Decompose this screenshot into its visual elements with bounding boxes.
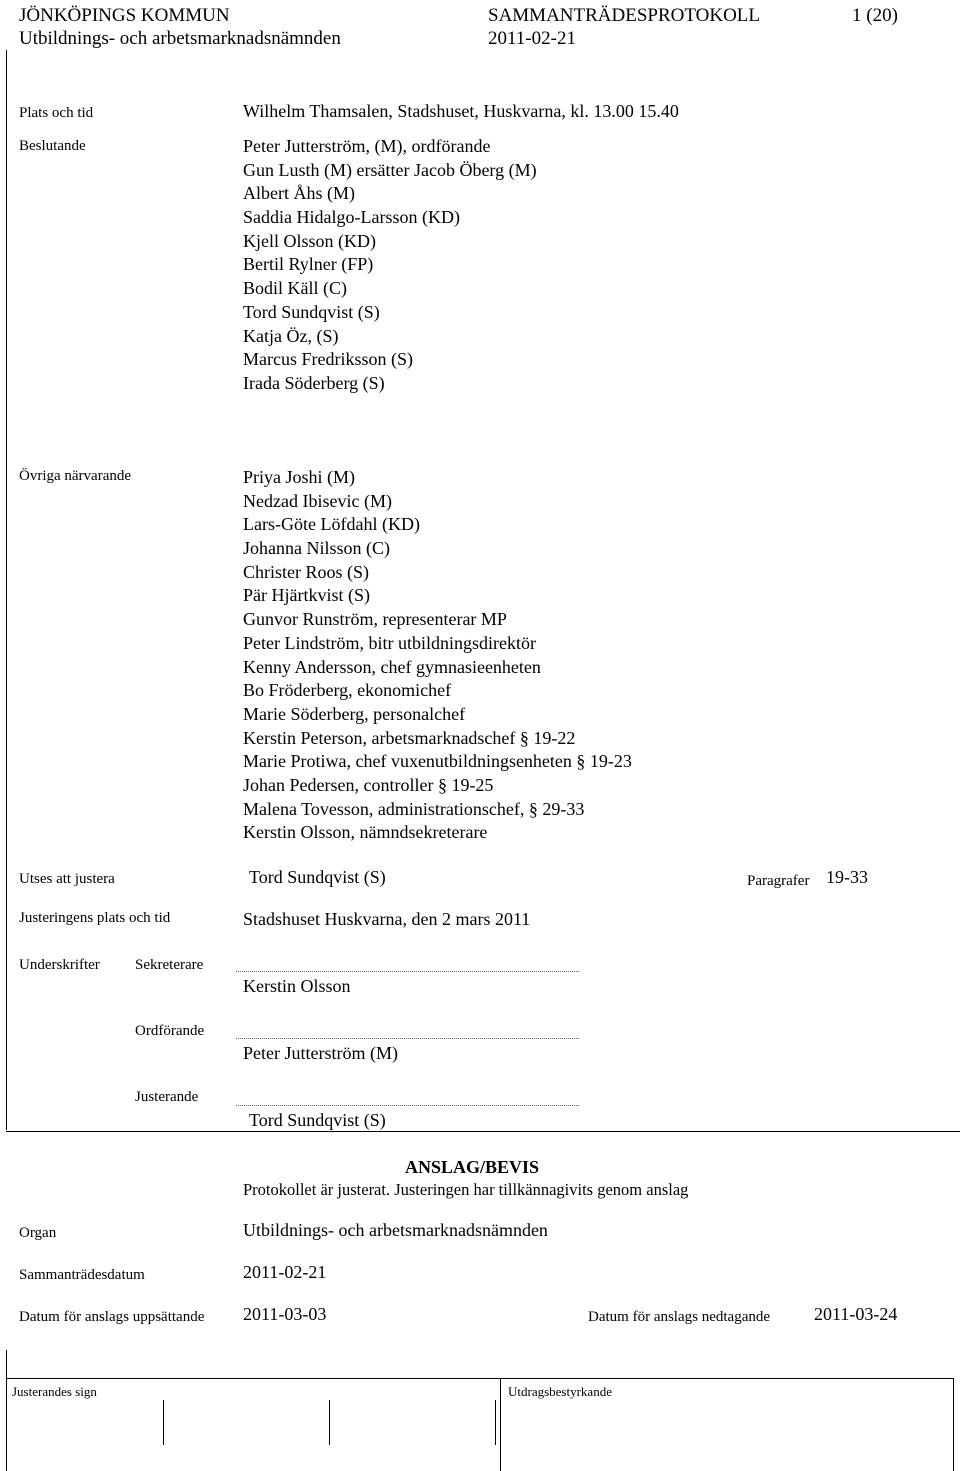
adjust-place-label: Justeringens plats och tid — [19, 910, 171, 926]
sign-box-line-3 — [495, 1400, 496, 1445]
list-item: Gunvor Runström, representerar MP — [243, 609, 507, 630]
footer-center-line — [500, 1378, 501, 1471]
footer-right-line — [953, 1378, 954, 1471]
list-item: Kjell Olsson (KD) — [243, 230, 376, 251]
list-item: Marie Protiwa, chef vuxenutbildningsenheten § 19-23 — [243, 751, 632, 772]
secretary-label: Sekreterare — [135, 957, 204, 973]
list-item: Saddia Hidalgo-Larsson (KD) — [243, 207, 460, 228]
footer-top-line — [6, 1378, 954, 1379]
list-item: Katja Öz, (S) — [243, 325, 339, 346]
deciding-label: Beslutande — [19, 138, 86, 154]
place-label: Plats och tid — [19, 105, 94, 121]
list-item: Bertil Rylner (FP) — [243, 254, 374, 275]
chair-signature-line — [236, 1038, 579, 1039]
list-item: Gun Lusth (M) ersätter Jacob Öberg (M) — [243, 159, 537, 180]
others-members-list — [243, 466, 632, 845]
list-item: Christer Roos (S) — [243, 561, 369, 582]
adjust-label: Utses att justera — [19, 871, 115, 887]
notice-text: Protokollet är justerat. Justeringen har tillkännagivits genom anslag — [243, 1180, 689, 1199]
paragraphs-value: 19-33 — [826, 867, 868, 887]
adjuster-label: Justerande — [135, 1089, 199, 1105]
list-item: Kerstin Peterson, arbetsmarknadschef § 19-22 — [243, 727, 576, 748]
list-item: Nedzad Ibisevic (M) — [243, 490, 392, 511]
sign-box-line-2 — [329, 1400, 330, 1445]
list-item: Pär Hjärtkvist (S) — [243, 585, 370, 606]
list-item: Lars-Göte Löfdahl (KD) — [243, 514, 420, 535]
removed-date-value: 2011-03-24 — [814, 1304, 898, 1324]
document-type: SAMMANTRÄDESPROTOKOLL — [488, 5, 761, 26]
secretary-name: Kerstin Olsson — [243, 976, 351, 996]
list-item: Tord Sundqvist (S) — [243, 301, 380, 322]
page-number: 1 (20) — [852, 5, 898, 26]
notice-title: ANSLAG/BEVIS — [405, 1157, 540, 1177]
adjust-place-value: Stadshuset Huskvarna, den 2 mars 2011 — [243, 909, 531, 929]
chair-label: Ordförande — [135, 1023, 205, 1039]
meeting-date: 2011-02-21 — [488, 28, 576, 49]
secretary-signature-line — [236, 971, 579, 972]
organ-label: Organ — [19, 1225, 57, 1241]
meeting-date-value: 2011-02-21 — [243, 1262, 327, 1282]
signatures-label: Underskrifter — [19, 957, 100, 973]
list-item: Kenny Andersson, chef gymnasieenheten — [243, 656, 541, 677]
certification-label: Utdragsbestyrkande — [508, 1384, 612, 1399]
removed-date-label: Datum för anslags nedtagande — [588, 1309, 771, 1325]
list-item: Johanna Nilsson (C) — [243, 538, 390, 559]
list-item: Marcus Fredriksson (S) — [243, 349, 413, 370]
left-border — [6, 50, 7, 1130]
organ-value: Utbildnings- och arbetsmarknadsnämnden — [243, 1220, 548, 1240]
chair-name: Peter Jutterström (M) — [243, 1043, 398, 1063]
list-item: Bo Fröderberg, ekonomichef — [243, 680, 452, 701]
posted-date-value: 2011-03-03 — [243, 1304, 327, 1324]
municipality-name: JÖNKÖPINGS KOMMUN — [19, 5, 230, 26]
list-item: Malena Tovesson, administrationschef, § 29-33 — [243, 798, 585, 819]
sign-box-line-1 — [163, 1400, 164, 1445]
posted-date-label: Datum för anslags uppsättande — [19, 1309, 205, 1325]
adjuster-signature-line — [236, 1105, 579, 1106]
list-item: Albert Åhs (M) — [243, 183, 355, 204]
list-item: Peter Jutterström, (M), ordförande — [243, 136, 491, 156]
list-item: Marie Söderberg, personalchef — [243, 703, 466, 724]
list-item: Irada Söderberg (S) — [243, 372, 385, 393]
paragraphs-label: Paragrafer — [747, 873, 810, 889]
meeting-date-label: Sammanträdesdatum — [19, 1267, 145, 1283]
list-item: Bodil Käll (C) — [243, 278, 347, 299]
list-item: Peter Lindström, bitr utbildningsdirektör — [243, 632, 536, 653]
list-item: Priya Joshi (M) — [243, 467, 355, 487]
adjust-value: Tord Sundqvist (S) — [249, 867, 386, 887]
list-item: Johan Pedersen, controller § 19-25 — [243, 774, 494, 795]
section-divider — [6, 1131, 960, 1132]
list-item: Kerstin Olsson, nämndsekreterare — [243, 822, 488, 843]
deciding-members-list — [243, 135, 537, 396]
adjuster-name: Tord Sundqvist (S) — [249, 1110, 386, 1130]
footer-left-border — [6, 1350, 7, 1471]
committee-name: Utbildnings- och arbetsmarknadsnämnden — [19, 28, 341, 49]
place-value: Wilhelm Thamsalen, Stadshuset, Huskvarna, kl. 13.00 15.40 — [243, 101, 679, 121]
adjuster-sign-label: Justerandes sign — [12, 1384, 97, 1399]
others-label: Övriga närvarande — [19, 468, 132, 484]
